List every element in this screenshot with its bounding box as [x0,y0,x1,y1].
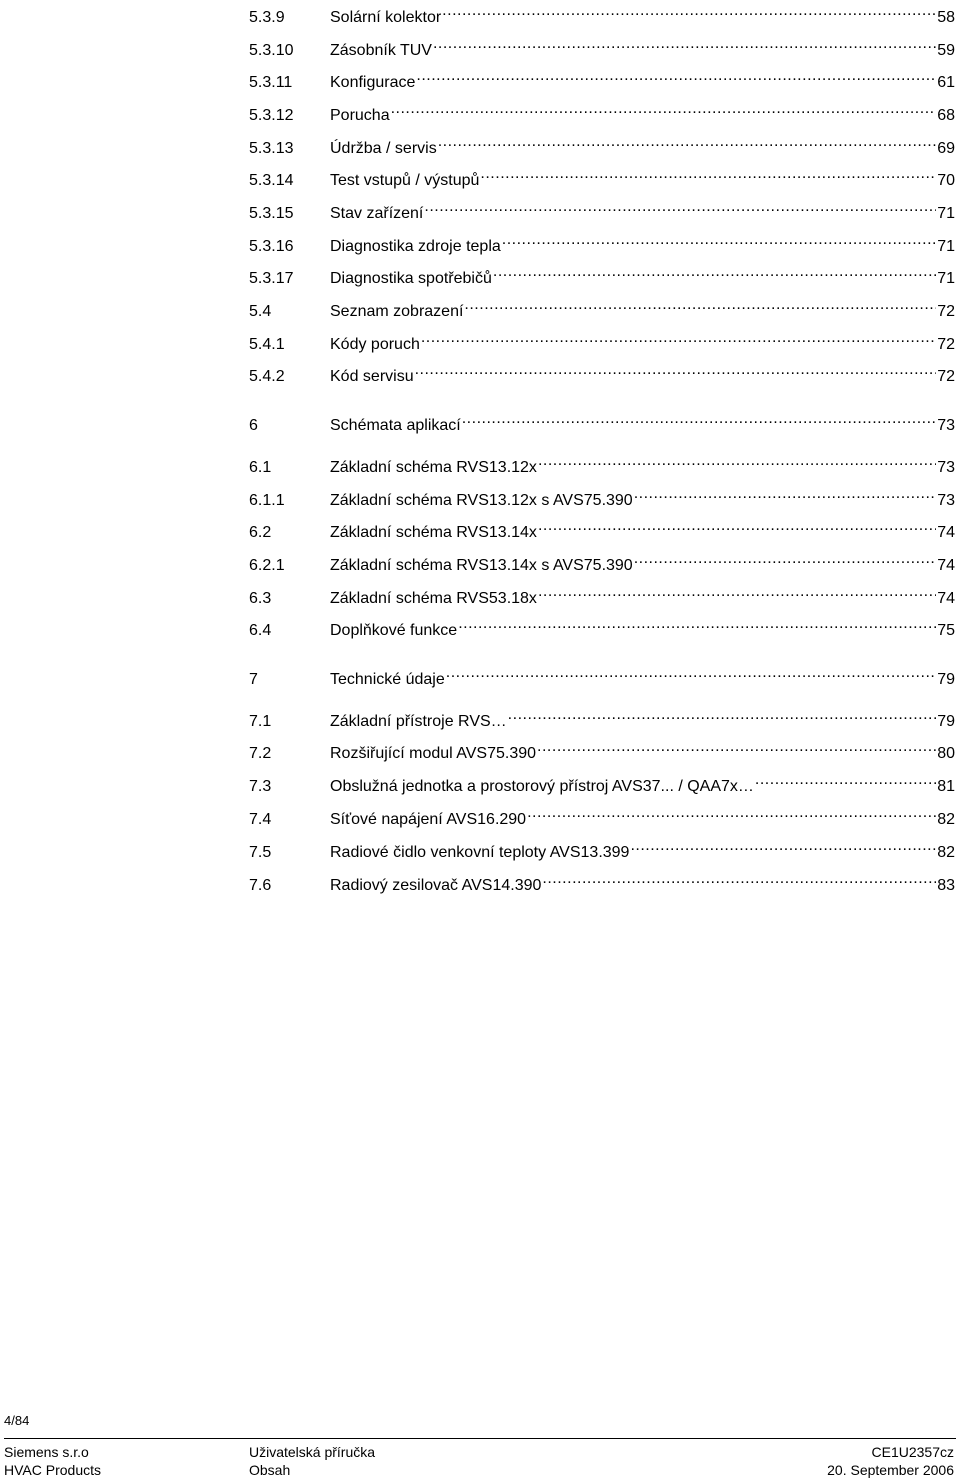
toc-entry-title: Kódy poruch [330,336,420,353]
toc-entry-number: 5.3.12 [249,107,294,124]
toc-entry[interactable] [249,33,955,59]
toc-entry[interactable] [249,868,955,894]
toc-entry-number: 7.5 [249,844,272,861]
toc-entry-title: Základní schéma RVS13.14x [330,524,537,541]
toc-entry-title: Technické údaje [330,671,445,688]
dot-leader [502,229,936,251]
dot-leader [538,515,936,537]
footer-division: HVAC Products [4,1462,101,1478]
footer-date: 20. September 2006 [827,1462,954,1478]
toc-entry-number: 7.6 [249,877,272,894]
dot-leader [415,359,937,381]
toc-entry-page: 71 [937,238,955,255]
toc-entry-title: Základní schéma RVS53.18x [330,590,537,607]
toc-entry[interactable] [249,98,955,124]
footer-divider [4,1438,956,1439]
toc-entry-number: 5.3.16 [249,238,294,255]
toc-entry-page: 69 [937,140,955,157]
dot-leader [542,868,936,890]
dot-leader [755,769,936,791]
dot-leader [391,98,937,120]
toc-entry-page: 72 [937,303,955,320]
toc-entry-page: 80 [937,745,955,762]
toc-entry-number: 7.2 [249,745,272,762]
dot-leader [493,261,936,283]
toc-entry-page: 73 [937,417,955,434]
toc-entry-page: 71 [937,270,955,287]
toc-entry-title: Solární kolektor [330,9,442,26]
toc-entry-number: 6.2.1 [249,557,285,574]
toc-entry-page: 82 [937,811,955,828]
toc-entry-number: 5.4.2 [249,368,285,385]
footer-doc-type: Uživatelská příručka [249,1444,376,1460]
toc-entry-page: 74 [937,590,955,607]
toc-entry-title: Seznam zobrazení [330,303,464,320]
toc-entry[interactable] [249,131,955,157]
toc-entry-number: 7.1 [249,713,272,730]
toc-entry-title: Základní schéma RVS13.12x [330,459,537,476]
dot-leader [634,548,937,570]
toc-entry-number: 5.3.15 [249,205,294,222]
toc-entry[interactable] [249,662,955,688]
dot-leader [424,196,936,218]
toc-entry-page: 72 [937,368,955,385]
toc-entry-title: Údržba / servis [330,140,437,157]
toc-entry-title: Kód servisu [330,368,414,385]
footer-doc-code: CE1U2357cz [871,1444,954,1460]
toc-entry[interactable] [249,483,955,509]
toc-entry-number: 6.1.1 [249,492,285,509]
toc-entry-page: 58 [937,9,955,26]
toc-entry[interactable] [249,261,955,287]
toc-entry-number: 5.3.10 [249,42,294,59]
toc-entry-title: Schémata aplikací [330,417,461,434]
toc-entry-title: Základní přístroje RVS… [330,713,507,730]
dot-leader [508,704,937,726]
toc-entry[interactable] [249,196,955,222]
dot-leader [462,408,936,430]
toc-entry-title: Rozšiřující modul AVS75.390 [330,745,537,762]
toc-entry-number: 5.3.11 [249,74,293,91]
toc-entry-title: Diagnostika zdroje tepla [330,238,501,255]
dot-leader [537,736,936,758]
toc-entry-page: 79 [937,671,955,688]
toc-entry-number: 7.3 [249,778,272,795]
toc-entry[interactable] [249,835,955,861]
toc-entry-page: 83 [937,877,955,894]
toc-entry-page: 74 [937,524,955,541]
toc-entry[interactable] [249,327,955,353]
dot-leader [442,0,936,22]
toc-entry[interactable] [249,65,955,91]
toc-entry[interactable] [249,408,955,434]
footer-company: Siemens s.r.o [4,1444,89,1460]
dot-leader [433,33,936,55]
dot-leader [634,483,937,505]
toc-entry-page: 68 [937,107,955,124]
toc-entry-page: 71 [937,205,955,222]
toc-entry[interactable] [249,769,955,795]
toc-entry-number: 5.4 [249,303,272,320]
toc-entry[interactable] [249,802,955,828]
dot-leader [538,581,936,603]
dot-leader [446,662,936,684]
toc-entry[interactable] [249,515,955,541]
toc-entry[interactable] [249,0,955,26]
toc-entry[interactable] [249,229,955,255]
dot-leader [458,613,936,635]
toc-entry[interactable] [249,294,955,320]
dot-leader [630,835,936,857]
toc-entry-number: 7 [249,671,258,688]
toc-entry-number: 6.3 [249,590,272,607]
dot-leader [480,163,936,185]
toc-entry-page: 79 [937,713,955,730]
toc-entry-page: 75 [937,622,955,639]
toc-entry[interactable] [249,613,955,639]
toc-entry-title: Doplňkové funkce [330,622,458,639]
toc-entry-page: 81 [937,778,955,795]
toc-entry-title: Základní schéma RVS13.12x s AVS75.390 [330,492,633,509]
toc-entry-title: Stav zařízení [330,205,424,222]
toc-entry[interactable] [249,450,955,476]
toc-entry-title: Radiové čidlo venkovní teploty AVS13.399 [330,844,630,861]
page-number: 4/84 [4,1413,30,1428]
toc-entry-number: 6 [249,417,258,434]
toc-entry-page: 59 [937,42,955,59]
toc-entry-number: 7.4 [249,811,272,828]
toc-entry-title: Test vstupů / výstupů [330,172,480,189]
toc-entry-number: 6.1 [249,459,272,476]
toc-entry-title: Konfigurace [330,74,416,91]
dot-leader [464,294,936,316]
toc-entry-title: Diagnostika spotřebičů [330,270,492,287]
footer-section: Obsah [249,1462,291,1478]
toc-entry-title: Zásobník TUV [330,42,432,59]
toc-entry-title: Obslužná jednotka a prostorový přístroj AVS37... / QAA7x… [330,778,754,795]
toc-entry-number: 5.3.9 [249,9,285,26]
toc-entry-page: 73 [937,492,955,509]
toc-entry-number: 6.4 [249,622,272,639]
toc-entry[interactable] [249,163,955,189]
dot-leader [538,450,936,472]
toc-entry[interactable] [249,359,955,385]
toc-entry-page: 70 [937,172,955,189]
dot-leader [438,131,937,153]
toc-entry-page: 73 [937,459,955,476]
toc-entry-page: 82 [937,844,955,861]
toc-entry-number: 5.4.1 [249,336,285,353]
toc-entry-title: Radiový zesilovač AVS14.390 [330,877,542,894]
toc-entry-number: 5.3.17 [249,270,294,287]
toc-entry[interactable] [249,704,955,730]
toc-entry-number: 6.2 [249,524,272,541]
dot-leader [416,65,936,87]
toc-entry-page: 61 [937,74,955,91]
toc-entry-page: 72 [937,336,955,353]
dot-leader [421,327,936,349]
toc-entry-number: 5.3.13 [249,140,294,157]
toc-entry[interactable] [249,548,955,574]
toc-entry[interactable] [249,736,955,762]
toc-entry-title: Porucha [330,107,390,124]
toc-entry-number: 5.3.14 [249,172,294,189]
toc-entry-page: 74 [937,557,955,574]
dot-leader [527,802,936,824]
toc-entry-title: Síťové napájení AVS16.290 [330,811,527,828]
toc-entry[interactable] [249,581,955,607]
toc-entry-title: Základní schéma RVS13.14x s AVS75.390 [330,557,633,574]
